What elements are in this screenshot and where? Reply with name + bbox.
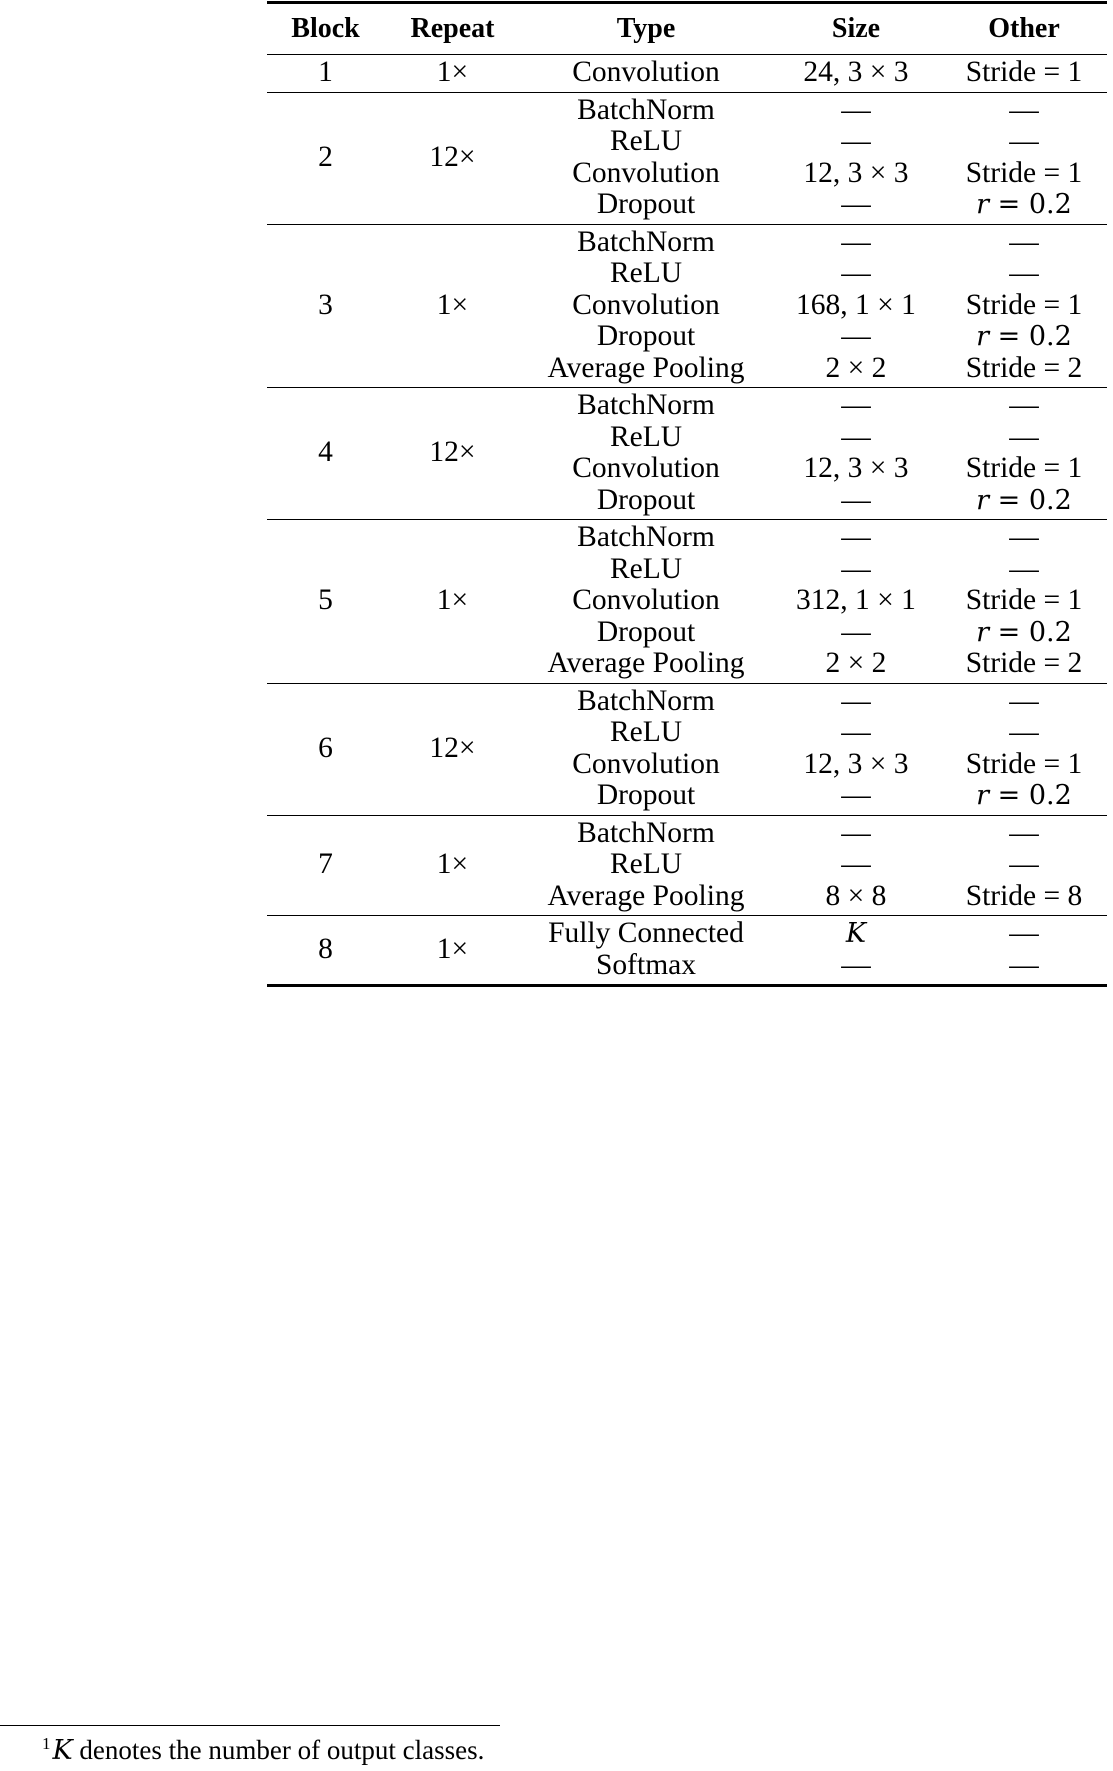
layer-other: Stride = 1 (965, 56, 1083, 88)
layer-type: Fully Connected (548, 917, 744, 949)
block-number-cell: 8 (267, 916, 384, 986)
table-row (267, 683, 1107, 815)
block-number-cell: 7 (267, 815, 384, 916)
layer-size: — (841, 816, 871, 849)
math-variable: r (976, 189, 990, 220)
block-number-cell: 2 (267, 92, 384, 224)
column-header-block: Block (267, 3, 384, 55)
type-cell (521, 388, 771, 520)
other-cell (941, 224, 1107, 388)
layer-other: — (1009, 93, 1039, 126)
repeat-count-cell: 12× (384, 388, 521, 520)
layer-other: — (1009, 848, 1039, 880)
column-header-type: Type (521, 3, 771, 55)
layer-type: Dropout (596, 188, 696, 220)
layer-type: Dropout (596, 483, 696, 516)
layer-size: — (841, 420, 871, 453)
layer-type: BatchNorm (577, 389, 715, 421)
layer-other: Stride = 2 (965, 647, 1083, 679)
layer-size: 168, 1 × 1 (796, 288, 916, 321)
layer-other: r = 0.2 (976, 780, 1072, 811)
block-number-cell: 6 (267, 683, 384, 815)
layer-type: Convolution (572, 584, 720, 616)
layer-type: Dropout (596, 320, 696, 352)
other-cell (941, 92, 1107, 224)
layer-type: ReLU (609, 716, 683, 748)
table-row (267, 815, 1107, 916)
layer-type: BatchNorm (577, 684, 715, 717)
table-body (267, 55, 1107, 986)
column-header-other: Other (941, 3, 1107, 55)
layer-size: — (841, 93, 871, 126)
layer-other: — (1009, 552, 1039, 585)
layer-other: r = 0.2 (976, 321, 1072, 352)
layer-size: — (841, 552, 871, 585)
layer-type: ReLU (609, 848, 683, 880)
layer-other: Stride = 1 (965, 452, 1083, 484)
layer-type: Softmax (596, 948, 696, 981)
layer-size: — (841, 320, 871, 352)
layer-other: r = 0.2 (976, 616, 1072, 648)
math-variable: r (976, 484, 990, 516)
layer-size: — (841, 389, 871, 421)
layer-other: Stride = 1 (965, 288, 1083, 321)
layer-size: 24, 3 × 3 (803, 56, 909, 88)
table-row (267, 916, 1107, 986)
block-number-cell: 3 (267, 224, 384, 388)
layer-size: K (845, 918, 867, 949)
footnote-text: denotes the number of output classes. (72, 1735, 485, 1765)
other-cell (941, 388, 1107, 520)
other-cell (941, 815, 1107, 916)
layer-type: BatchNorm (577, 225, 715, 258)
layer-other: — (1009, 257, 1039, 289)
type-cell (521, 224, 771, 388)
layer-other: — (1009, 389, 1039, 421)
layer-size: 12, 3 × 3 (803, 452, 909, 484)
layer-size: — (841, 483, 871, 516)
layer-type: ReLU (609, 552, 683, 585)
repeat-count-cell: 1× (384, 916, 521, 986)
layer-other: — (1009, 225, 1039, 258)
repeat-count-cell: 1× (384, 520, 521, 684)
layer-other: — (1009, 816, 1039, 849)
layer-type: Convolution (572, 156, 720, 189)
size-cell (771, 55, 941, 93)
layer-other: — (1009, 420, 1039, 453)
layer-type: BatchNorm (577, 521, 715, 553)
size-cell (771, 683, 941, 815)
layer-type: BatchNorm (577, 93, 715, 126)
layer-other: Stride = 8 (965, 879, 1083, 912)
block-number-cell: 5 (267, 520, 384, 684)
layer-other: Stride = 1 (965, 747, 1083, 780)
type-cell (521, 916, 771, 986)
repeat-count-cell: 12× (384, 92, 521, 224)
layer-other: — (1009, 684, 1039, 717)
repeat-count-cell: 1× (384, 815, 521, 916)
type-cell (521, 815, 771, 916)
type-cell (521, 55, 771, 93)
size-cell (771, 815, 941, 916)
layer-other: Stride = 1 (965, 156, 1083, 189)
layer-size: — (841, 125, 871, 157)
layer-size: 2 × 2 (825, 647, 887, 679)
footnote-symbol: K (52, 1735, 73, 1766)
block-number-cell: 1 (318, 56, 333, 88)
layer-type: Average Pooling (547, 879, 745, 912)
table-row (267, 55, 1107, 93)
architecture-table (267, 1, 1107, 987)
size-cell (771, 388, 941, 520)
type-cell (521, 520, 771, 684)
footnote-marker: 1 (42, 1734, 51, 1753)
layer-other: r = 0.2 (976, 484, 1072, 516)
table-row (267, 224, 1107, 388)
size-cell (771, 916, 941, 986)
type-cell (521, 92, 771, 224)
other-cell (941, 520, 1107, 684)
layer-type: Dropout (596, 779, 696, 811)
layer-other: Stride = 2 (965, 351, 1083, 384)
layer-type: Convolution (572, 56, 720, 88)
math-variable: r (976, 321, 990, 352)
footnote-rule (0, 1725, 500, 1726)
layer-other: — (1009, 125, 1039, 157)
layer-size: — (841, 225, 871, 258)
layer-other: r = 0.2 (976, 189, 1072, 220)
layer-size: — (841, 684, 871, 717)
repeat-count-cell: 12× (384, 683, 521, 815)
math-variable: r (976, 616, 990, 648)
layer-type: Convolution (572, 452, 720, 484)
layer-size: 8 × 8 (825, 879, 887, 912)
column-header-repeat: Repeat (384, 3, 521, 55)
layer-size: — (841, 188, 871, 220)
layer-size: 12, 3 × 3 (803, 747, 909, 780)
layer-type: Convolution (572, 288, 720, 321)
layer-other: Stride = 1 (965, 584, 1083, 616)
layer-type: Dropout (596, 615, 696, 648)
layer-type: Convolution (572, 747, 720, 780)
layer-other: — (1009, 917, 1039, 949)
size-cell (771, 520, 941, 684)
layer-size: 312, 1 × 1 (796, 584, 916, 616)
layer-size: 2 × 2 (825, 351, 887, 384)
layer-size: — (841, 716, 871, 748)
table-row (267, 520, 1107, 684)
type-cell (521, 683, 771, 815)
footnote (42, 1735, 484, 1766)
block-number-cell: 4 (267, 388, 384, 520)
table-row (267, 92, 1107, 224)
layer-size: — (841, 779, 871, 811)
layer-type: Average Pooling (547, 351, 745, 384)
column-header-size: Size (771, 3, 941, 55)
table-row (267, 388, 1107, 520)
size-cell (771, 224, 941, 388)
other-cell (941, 683, 1107, 815)
layer-size: — (841, 615, 871, 648)
repeat-count-cell: 1× (384, 224, 521, 388)
size-cell (771, 92, 941, 224)
layer-type: Average Pooling (547, 647, 745, 679)
layer-other: — (1009, 948, 1039, 981)
layer-size: 12, 3 × 3 (803, 156, 909, 189)
math-variable: r (976, 780, 990, 811)
repeat-count-cell: 1× (436, 56, 469, 88)
layer-other: — (1009, 521, 1039, 553)
layer-type: ReLU (609, 420, 683, 453)
other-cell (941, 916, 1107, 986)
layer-size: — (841, 521, 871, 553)
layer-type: BatchNorm (577, 816, 715, 849)
layer-type: ReLU (609, 257, 683, 289)
layer-size: — (841, 848, 871, 880)
layer-type: ReLU (609, 125, 683, 157)
table-header-row (267, 3, 1107, 55)
other-cell (941, 55, 1107, 93)
layer-size: — (841, 257, 871, 289)
layer-size: — (841, 948, 871, 981)
layer-other: — (1009, 716, 1039, 748)
